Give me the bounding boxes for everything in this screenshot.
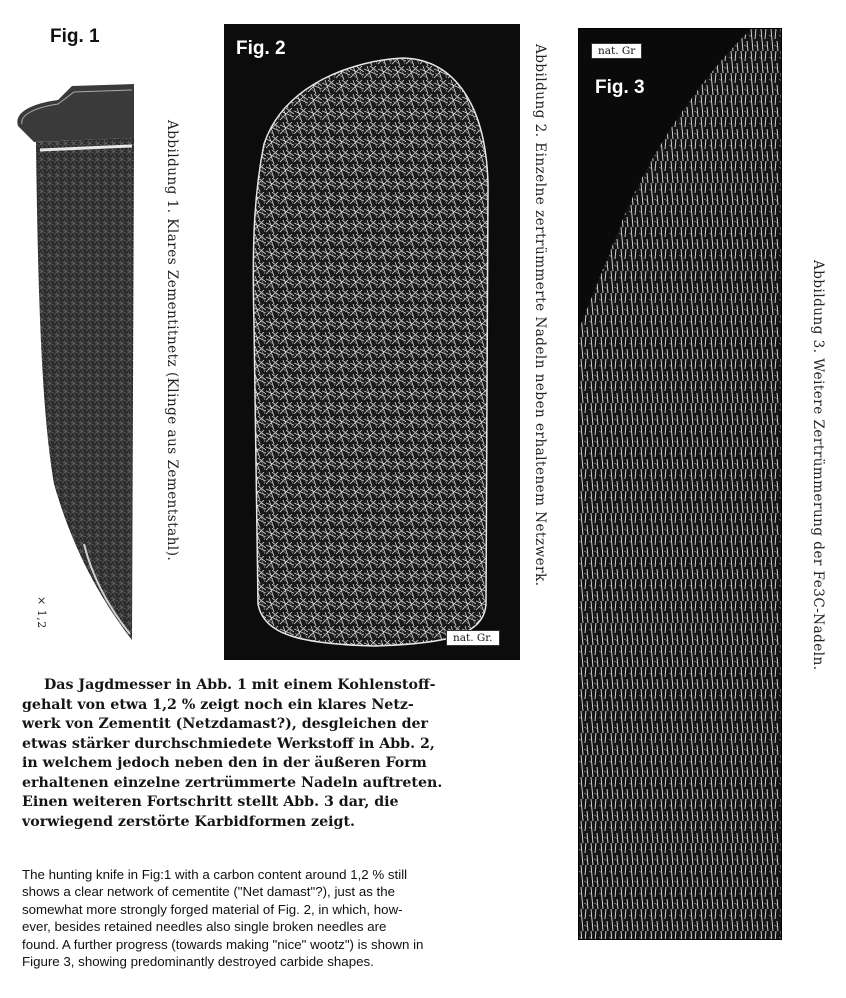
fig2-caption: Abbildung 2. Einzelne zertrümmerte Nadeln neben erhaltenem Netzwerk. [532,44,548,587]
fig2-micrograph-image [224,24,520,660]
german-line: Einen weiteren Fortschritt stellt Abb. 3 dar, die [22,794,399,810]
fig1-caption: Abbildung 1. Klares Zementitnetz (Klinge aus Zementstahl). [164,120,180,562]
english-translation [22,866,522,970]
german-paragraph [22,676,462,832]
fig1-blade-image [14,84,138,644]
fig1-scale: × 1,2 [35,596,48,629]
english-line: shows a clear network of cementite ("Net damast"?), just as the [22,884,396,900]
english-line: ever, besides retained needles also single broken needles are [22,919,387,935]
german-line: gehalt von etwa 1,2 % zeigt noch ein klares Netz- [22,696,414,713]
english-line: somewhat more strongly forged material of Fig. 2, in which, how- [22,901,403,917]
german-line: erhaltenen einzelne zertrümmerte Nadeln auftreten. [22,774,443,791]
english-line: The hunting knife in Fig:1 with a carbon content around 1,2 % still [22,867,408,882]
german-line: vorwiegend zerstörte Karbidformen zeigt. [22,813,355,830]
english-line: found. A further progress (towards making "nice" wootz") is shown in [22,936,424,952]
fig2-scale-tag: nat. Gr. [446,630,500,646]
fig1-label: Fig. 1 [50,26,100,47]
fig3-micrograph-image [579,29,781,939]
german-line: Das Jagdmesser in Abb. 1 mit einem Kohlenstoff- [44,677,436,693]
fig3-scale-tag: nat. Gr [591,43,642,59]
german-line: werk von Zementit (Netzdamast?), desgleichen der [22,716,429,732]
german-line: in welchem jedoch neben den in der äußeren Form [22,755,427,771]
fig3-caption: Abbildung 3. Weitere Zertrümmerung der Fe3C-Nadeln. [810,260,826,671]
fig3-label: Fig. 3 [595,77,645,98]
english-line: Figure 3, showing predominantly destroyed carbide shapes. [22,954,374,970]
fig3-micrograph-panel [578,28,782,940]
fig2-label: Fig. 2 [236,38,286,59]
german-line: etwas stärker durchschmiedete Werkstoff in Abb. 2, [22,735,435,752]
fig2-micrograph-panel [224,24,520,660]
